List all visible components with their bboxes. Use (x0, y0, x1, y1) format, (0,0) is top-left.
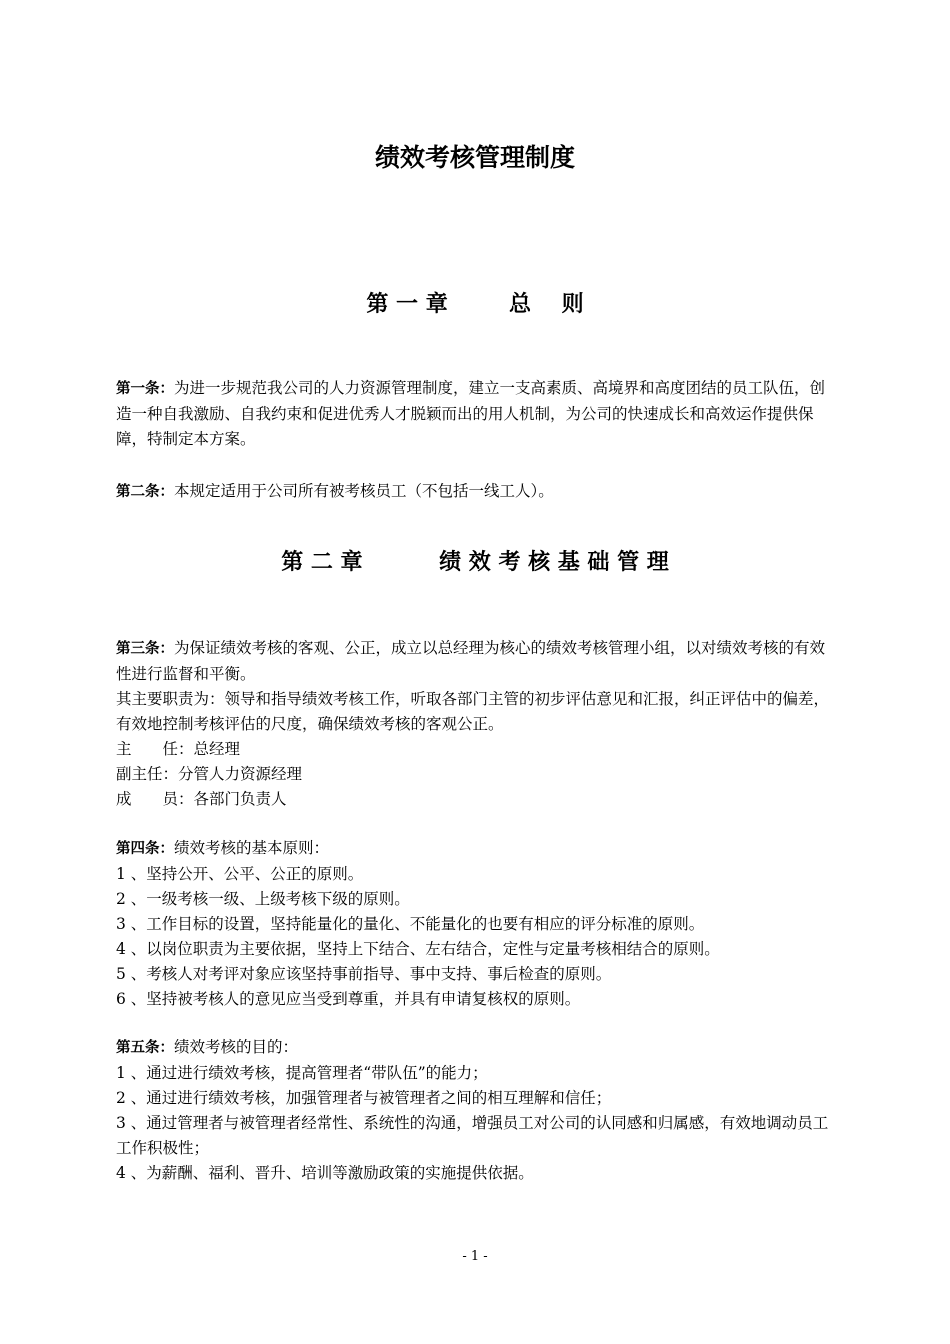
article-1 (116, 376, 838, 452)
article-1-label: 第一条： (116, 381, 174, 397)
article-3-label: 第三条： (116, 641, 174, 657)
role-director: 主 任：总经理 (116, 740, 241, 758)
chapter-2-label: 第 二 章 (281, 550, 363, 575)
article-4-label: 第四条： (116, 841, 174, 857)
role-members: 成 员：各部门负责人 (116, 790, 287, 808)
list-item: 2 、一级考核一级、上级考核下级的原则。 (116, 890, 410, 908)
article-5-label: 第五条： (116, 1040, 174, 1056)
article-3-text: 为保证绩效考核的客观、公正，成立以总经理为核心的绩效考核管理小组，以对绩效考核的有效性进行监督和平衡。 (116, 639, 826, 683)
article-3 (116, 636, 838, 812)
list-item: 3 、通过管理者与被管理者经常性、系统性的沟通，增强员工对公司的认同感和归属感，有效地调动员工工作积极性； (116, 1114, 829, 1157)
article-2-text: 本规定适用于公司所有被考核员工（不包括一线工人）。 (174, 482, 554, 500)
article-2-label: 第二条： (116, 484, 174, 500)
article-4-text: 绩效考核的基本原则： (174, 839, 330, 857)
list-item: 4 、以岗位职责为主要依据，坚持上下结合、左右结合，定性与定量考核相结合的原则。 (116, 940, 720, 958)
page-number: - 1 - (462, 1249, 488, 1264)
chapter-1-name: 总 则 (508, 292, 584, 317)
list-item: 1 、坚持公开、公平、公正的原则。 (116, 865, 364, 883)
list-item: 2 、通过进行绩效考核，加强管理者与被管理者之间的相互理解和信任； (116, 1089, 612, 1107)
chapter-2-heading (0, 546, 950, 580)
list-item: 5 、考核人对考评对象应该坚持事前指导、事中支持、事后检查的原则。 (116, 965, 612, 983)
list-item: 6 、坚持被考核人的意见应当受到尊重，并具有申请复核权的原则。 (116, 990, 581, 1008)
article-1-text: 为进一步规范我公司的人力资源管理制度，建立一支高素质、高境界和高度团结的员工队伍，创造一种自我激励、自我约束和促进优秀人才脱颖而出的用人机制，为公司的快速成长和高效运作提供保障，特制定本方案。 (116, 379, 826, 448)
list-item: 1 、通过进行绩效考核，提高管理者“带队伍”的能力； (116, 1064, 488, 1082)
list-item: 4 、为薪酬、福利、晋升、培训等激励政策的实施提供依据。 (116, 1164, 534, 1182)
chapter-1-heading (0, 288, 950, 322)
document-title: 绩效考核管理制度 (374, 143, 575, 172)
article-3-duties: 其主要职责为：领导和指导绩效考核工作，听取各部门主管的初步评估意见和汇报，纠正评估中的偏差，有效地控制考核评估的尺度，确保绩效考核的客观公正。 (116, 690, 830, 733)
article-5-text: 绩效考核的目的： (174, 1038, 299, 1056)
article-2 (116, 479, 838, 505)
article-5 (116, 1035, 838, 1186)
chapter-1-label: 第 一 章 (366, 292, 448, 317)
article-4 (116, 836, 838, 1012)
list-item: 3 、工作目标的设置，坚持能量化的量化、不能量化的也要有相应的评分标准的原则。 (116, 915, 705, 933)
role-deputy-director: 副主任：分管人力资源经理 (116, 765, 303, 783)
chapter-2-name: 绩 效 考 核 基 础 管 理 (439, 550, 669, 575)
